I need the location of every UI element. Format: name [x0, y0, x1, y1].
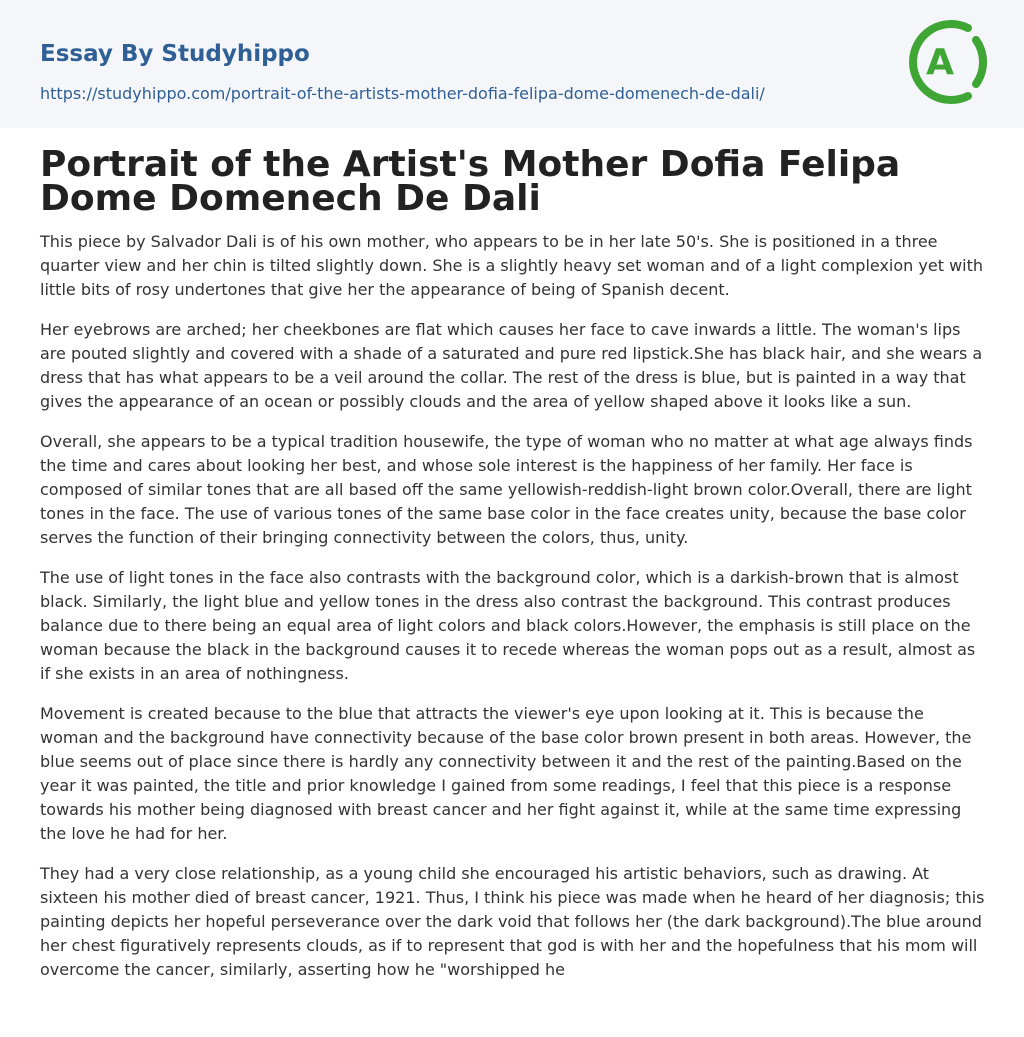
article	[40, 144, 985, 998]
article-title: Portrait of the Artist's Mother Dofia Felipa Dome Domenech De Dali	[40, 144, 901, 219]
studyhippo-logo-icon[interactable]	[906, 18, 990, 106]
logo-letter: A	[926, 42, 954, 83]
article-paragraph: This piece by Salvador Dali is of his own mother, who appears to be in her late 50's. She is positioned in a three quarter view and her chin is tilted slightly down. She is a slightly heavy set woman and of a light complexion yet with little bits of rosy undertones that give her the appearance of being of Spanish decent.	[40, 232, 984, 299]
essay-url-link[interactable]: https://studyhippo.com/portrait-of-the-artists-mother-dofia-felipa-dome-domenech-de-dali/	[40, 84, 765, 103]
site-brand[interactable]: Essay By Studyhippo	[40, 41, 310, 67]
article-paragraph: They had a very close relationship, as a young child she encouraged his artistic behaviors, such as drawing. At sixteen his mother died of breast cancer, 1921. Thus, I think his piece was made when he heard of her diagnosis; this painting depicts her hopeful perseverance over the dark void that follows her (the dark background).The blue around her chest figuratively represents clouds, as if to represent that god is with her and the hopefulness that his mom will overcome the cancer, similarly, asserting how he "worshipped he	[40, 864, 985, 979]
article-paragraph: The use of light tones in the face also contrasts with the background color, which is a darkish-brown that is almost black. Similarly, the light blue and yellow tones in the dress also contrast the background. This contrast produces balance due to there being an equal area of light colors and black colors.However, the emphasis is still place on the woman because the black in the background causes it to recede whereas the woman pops out as a result, almost as if she exists in an area of nothingness.	[40, 568, 976, 683]
article-paragraph: Movement is created because to the blue that attracts the viewer's eye upon looking at it. This is because the woman and the background have connectivity because of the base color brown present in both areas. However, the blue seems out of place since there is hardly any connectivity between it and the rest of the painting.Based on the year it was painted, the title and prior knowledge I gained from some readings, I feel that this piece is a response towards his mother being diagnosed with breast cancer and her fight against it, while at the same time expressing the love he had for her.	[40, 704, 972, 843]
article-paragraph: Overall, she appears to be a typical tradition housewife, the type of woman who no matter at what age always finds the time and cares about looking her best, and whose sole interest is the happiness of her family. Her face is composed of similar tones that are all based off the same yellowish-reddish-light brown color.Overall, there are light tones in the face. The use of various tones of the same base color in the face creates unity, because the base color serves the function of their bringing connectivity between the colors, thus, unity.	[40, 432, 973, 547]
site-header	[0, 0, 1024, 128]
article-paragraph: Her eyebrows are arched; her cheekbones are flat which causes her face to cave inwards a little. The woman's lips are pouted slightly and covered with a shade of a saturated and pure red lipstick.She has black hair, and she wears a dress that has what appears to be a veil around the collar. The rest of the dress is blue, but is painted in a way that gives the appearance of an ocean or possibly clouds and the area of yellow shaped above it looks like a sun.	[40, 320, 983, 411]
